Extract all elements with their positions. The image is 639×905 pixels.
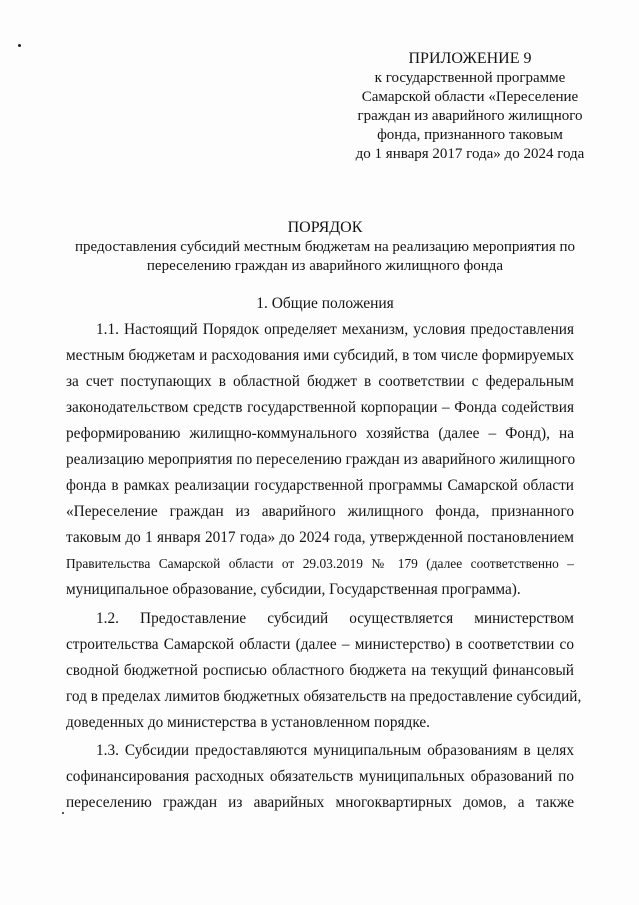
paragraph-1-1-line: местным бюджетам и расходования ими субсидий, в том числе формируемых: [66, 347, 574, 364]
document-subtitle-line: переселению граждан из аварийного жилищного фонда: [146, 258, 504, 274]
paragraph-1-2-line: 1.2. Предоставление субсидий осуществляется министерством: [96, 610, 574, 627]
paragraph-1-1-line: реформированию жилищно-коммунального хозяйства (далее – Фонд), на: [66, 425, 574, 442]
paragraph-1-1-line: за счет поступающих в областной бюджет в соответствии с федеральным: [66, 373, 574, 390]
paragraph-1-1-line: муниципальное образование, субсидии, Государственная программа).: [66, 581, 521, 598]
scan-speck: [62, 812, 64, 814]
paragraph-1-3-line: 1.3. Субсидии предоставляются муниципальным образованиям в целях: [96, 742, 574, 759]
document-subtitle-line: предоставления субсидий местным бюджетам на реализацию мероприятия по: [74, 239, 576, 255]
appendix-line: граждан из аварийного жилищного: [357, 108, 583, 124]
paragraph-1-1-line: «Переселение граждан из аварийного жилищного фонда, признанного: [66, 503, 574, 520]
appendix-line: фонда, признанного таковым: [377, 127, 563, 143]
paragraph-1-1-line: 1.1. Настоящий Порядок определяет механизм, условия предоставления: [96, 321, 574, 338]
appendix-line: Самарской области «Переселение: [361, 89, 579, 105]
paragraph-1-1-line: фонда в рамках реализации государственной программы Самарской области: [66, 477, 574, 494]
paragraph-1-2-line: доведенных до министерства в установленном порядке.: [66, 714, 430, 731]
paragraph-1-1-line: Правительства Самарской области от 29.03.2019 № 179 (далее соответственно –: [66, 556, 574, 571]
paragraph-1-3-line: софинансирования расходных обязательств муниципальных образований по: [66, 768, 574, 785]
paragraph-1-1-line: реализацию мероприятия по переселению граждан из аварийного жилищного: [66, 451, 576, 468]
document-title-block: [40, 218, 610, 276]
paragraph-1-1-line: законодательством средств государственной корпорации – Фонда содействия: [66, 399, 574, 416]
paragraph-1-2-line: строительства Самарской области (далее – министерство) в соответствии со: [66, 636, 574, 653]
paragraph-1-3-line: переселению граждан из аварийных многоквартирных домов, а также: [66, 794, 574, 811]
paragraph-1-2-line: сводной бюджетной росписью областного бюджета на текущий финансовый: [66, 662, 574, 679]
appendix-line: к государственной программе: [374, 70, 566, 86]
appendix-line: до 1 января 2017 года» до 2024 года: [355, 146, 585, 162]
scan-speck: [18, 44, 21, 47]
document-title: ПОРЯДОК: [287, 219, 363, 236]
appendix-number: ПРИЛОЖЕНИЕ 9: [408, 50, 532, 67]
paragraph-1-1-line: таковым до 1 января 2017 года» до 2024 года, утвержденной постановлением: [66, 529, 574, 546]
section-heading: 1. Общие положения: [256, 295, 394, 312]
paragraph-1-2-line: год в пределах лимитов бюджетных обязательств на предоставление субсидий,: [66, 688, 582, 705]
appendix-header: [320, 49, 620, 164]
